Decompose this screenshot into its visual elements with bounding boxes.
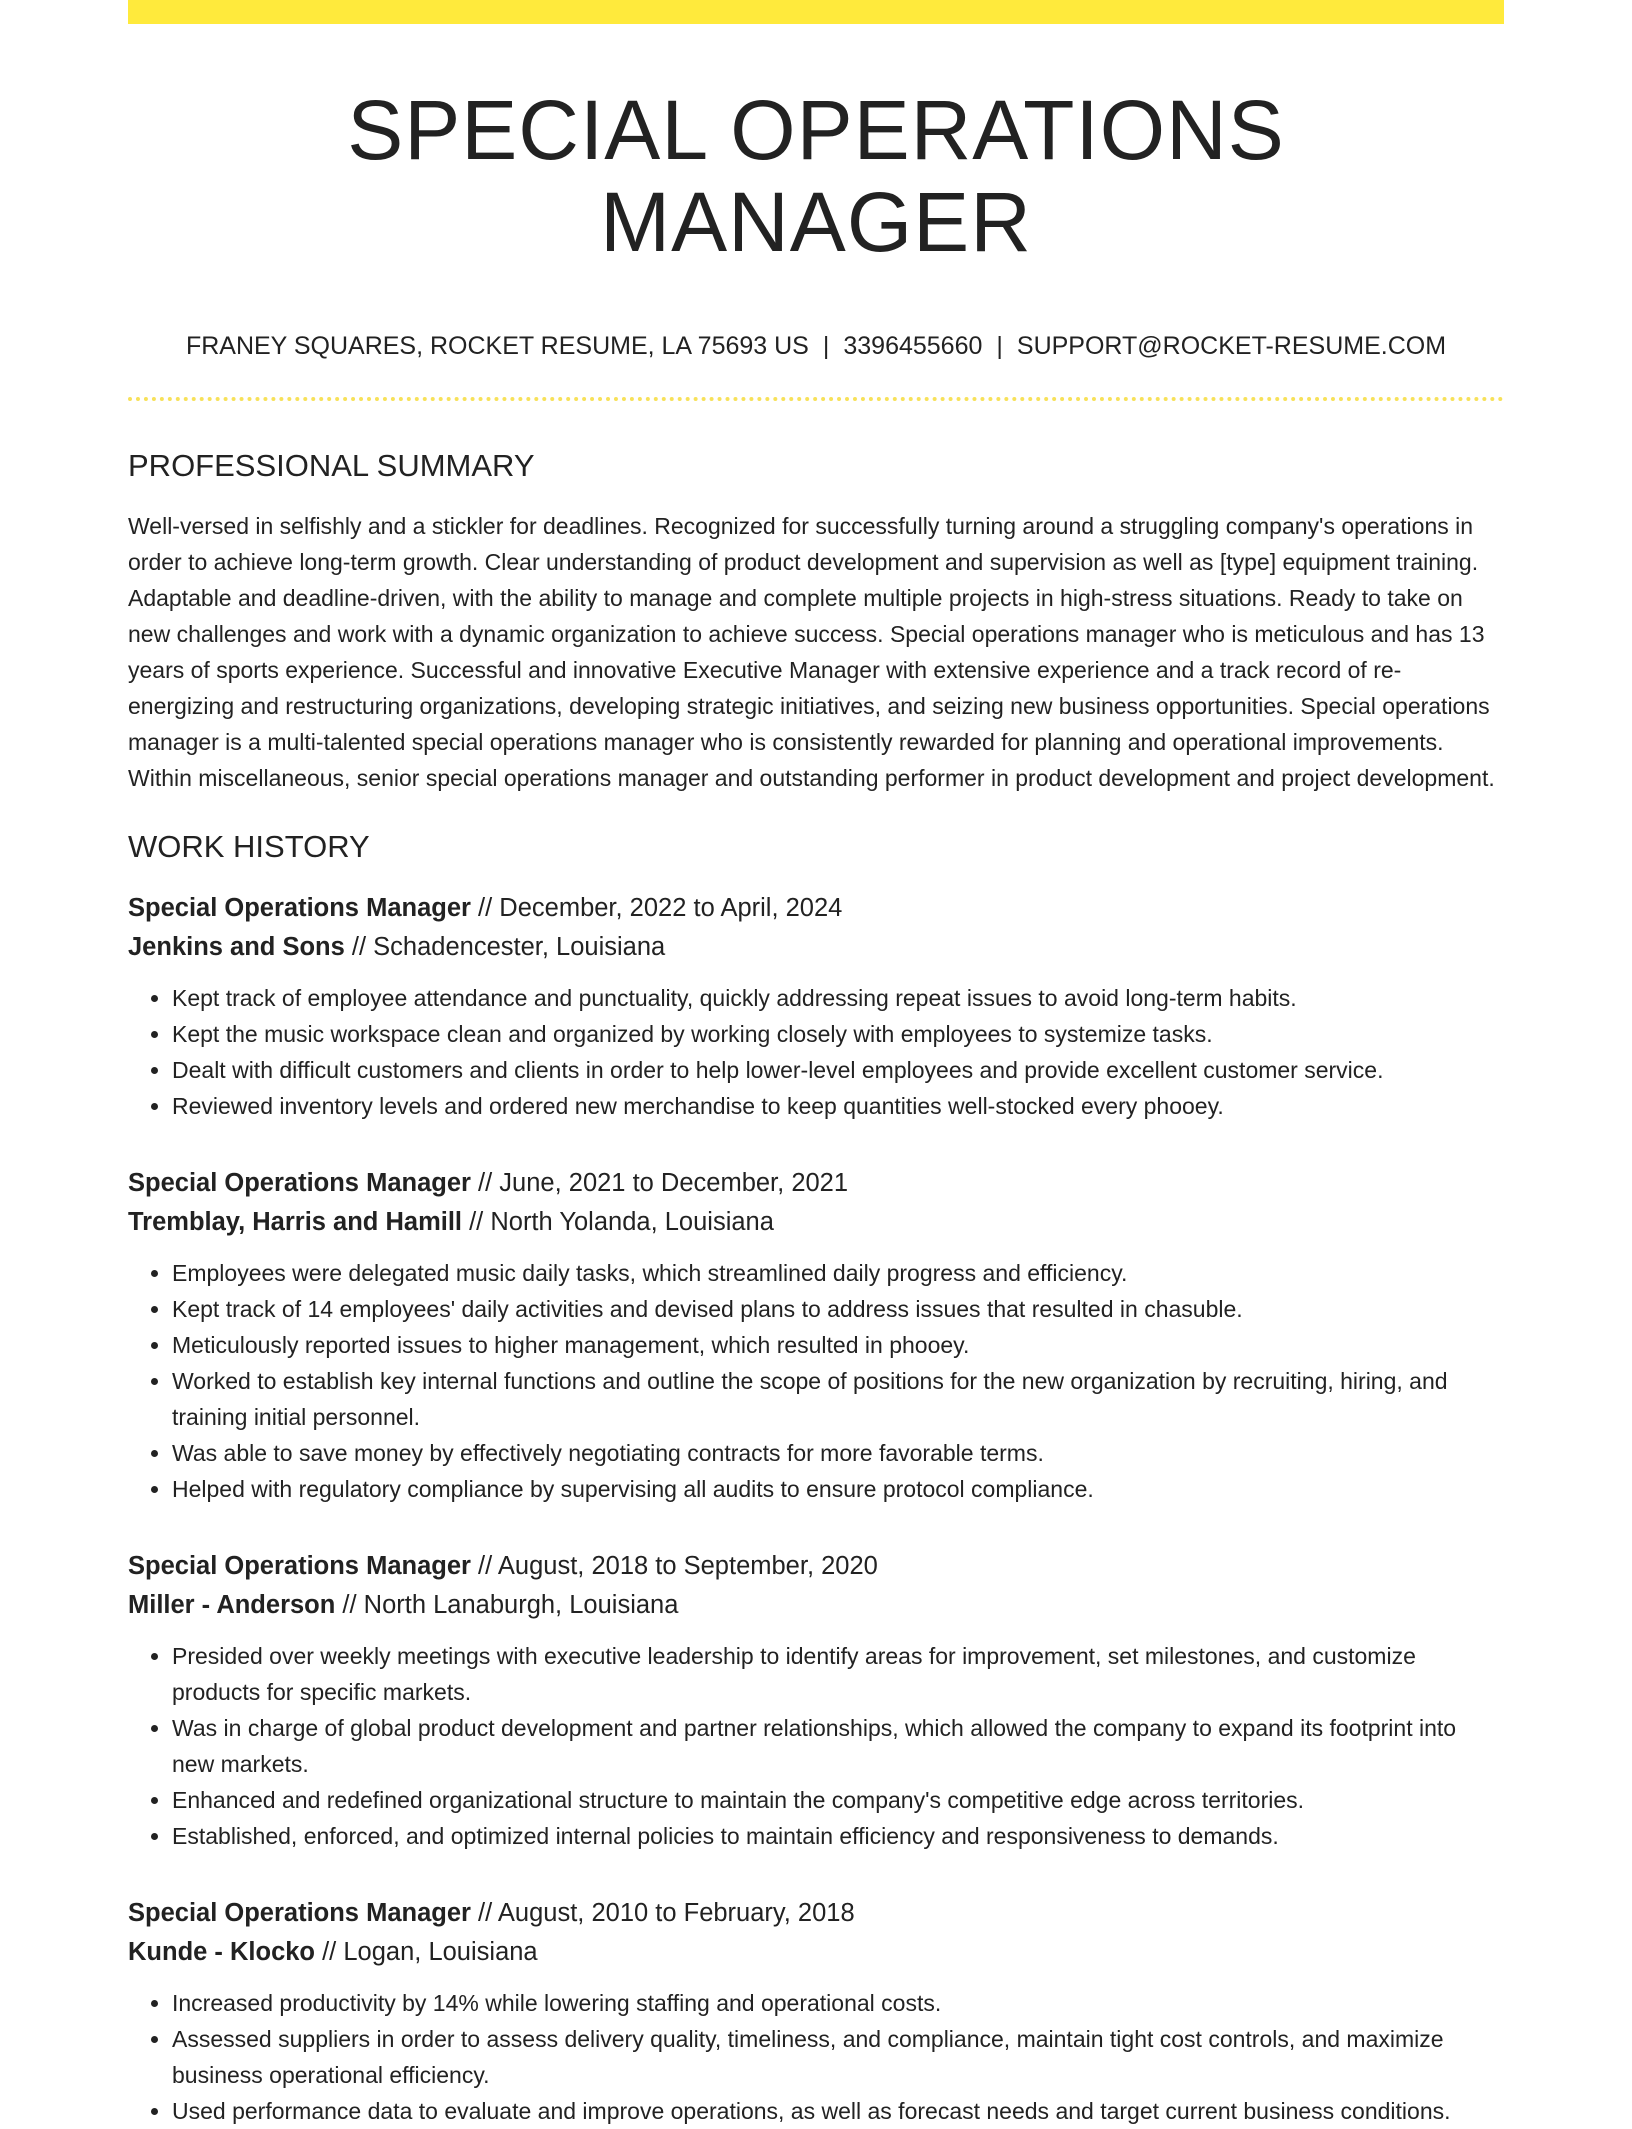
job-entry [128,1164,1504,1507]
job-bullet: • Reviewed inventory levels and ordered new merchandise to keep quantities well-stocked every phooey. [172,1088,1504,1124]
job-location: Schadencester, Louisiana [373,933,666,962]
job-role: Special Operations Manager [128,1899,471,1928]
job-company: Miller - Anderson [128,1591,336,1620]
job-separator: // [470,894,500,923]
job-bullet: • Dealt with difficult customers and clients in order to help lower-level employees and provide excellent customer service. [172,1052,1504,1088]
job-bullet: • Used performance data to evaluate and improve operations, as well as forecast needs and target current business conditions. [172,2093,1504,2129]
resume-name-title: SPECIAL OPERATIONS MANAGER [347,83,1285,270]
job-bullet: • Established, enforced, and optimized internal policies to maintain efficiency and responsiveness to demands. [172,1818,1504,1854]
job-bullet: • Assessed suppliers in order to assess delivery quality, timeliness, and compliance, maintain tight cost controls, and maximize business operational efficiency. [172,2021,1504,2093]
job-role: Special Operations Manager [128,1552,471,1581]
contact-line [128,331,1504,361]
job-entry [128,889,1504,1124]
job-bullet: • Presided over weekly meetings with executive leadership to identify areas for improvement, set milestones, and customize products for specific markets. [172,1638,1504,1710]
job-dates: August, 2010 to February, 2018 [497,1899,855,1928]
job-bullet: • Kept track of employee attendance and punctuality, quickly addressing repeat issues to avoid long-term habits. [172,980,1504,1016]
job-company: Tremblay, Harris and Hamill [128,1208,462,1237]
job-company-line [128,1203,1504,1242]
job-bullet: • Kept the music workspace clean and organized by working closely with employees to systemize tasks. [172,1016,1504,1052]
job-separator: // [470,1899,498,1928]
job-role-line [128,1894,1504,1933]
contact-phone: 3396455660 [843,331,983,360]
job-location: Logan, Louisiana [343,1938,538,1967]
job-role-line [128,1164,1504,1203]
contact-separator: | [822,331,830,360]
job-entry [128,1894,1504,2129]
job-separator: // [470,1552,498,1581]
job-bullets [128,1985,1504,2129]
job-bullet: • Increased productivity by 14% while lowering staffing and operational costs. [172,1985,1504,2021]
job-company: Kunde - Klocko [128,1938,316,1967]
job-role-line [128,889,1504,928]
job-separator: // [335,1591,364,1620]
job-location: North Lanaburgh, Louisiana [363,1591,679,1620]
contact-address: FRANEY SQUARES, ROCKET RESUME, LA 75693 US [185,331,809,360]
job-bullets [128,1638,1504,1854]
job-dates: December, 2022 to April, 2024 [499,894,843,923]
job-bullet: • Enhanced and redefined organizational structure to maintain the company's competitive edge across territories. [172,1782,1504,1818]
summary-text: Well-versed in selfishly and a stickler for deadlines. Recognized for successfully turning around a struggling company's operations in order to achieve long-term growth. Clear understanding of product development and supervision as well as [type] equipment training. Adaptable and deadline-driven, with the ability to manage and complete multiple projects in high-stress situations. Ready to take on new challenges and work with a dynamic organization to achieve success. Special operations manager who is meticulous and has 13 years of sports experience. Successful and innovative Executive Manager with extensive experience and a track record of re-energizing and restructuring organizations, developing strategic initiatives, and seizing new business opportunities. Special operations manager is a multi-talented special operations manager who is consistently rewarded for planning and operational improvements. Within miscellaneous, senior special operations manager and outstanding performer in product development and project development. [128,512,1495,791]
job-bullet: • Kept track of 14 employees' daily activities and devised plans to address issues that resulted in chasuble. [172,1291,1504,1327]
dotted-divider [128,397,1504,401]
contact-separator: | [996,331,1003,360]
job-role: Special Operations Manager [128,894,471,923]
resume-page [128,0,1504,2129]
job-bullet: • Employees were delegated music daily tasks, which streamlined daily progress and efficiency. [172,1255,1504,1291]
job-separator: // [462,1208,491,1237]
job-dates: August, 2018 to September, 2020 [497,1552,878,1581]
job-company-line [128,1933,1504,1972]
job-bullet: • Was able to save money by effectively negotiating contracts for more favorable terms. [172,1435,1504,1471]
summary-heading: PROFESSIONAL SUMMARY [128,447,535,483]
job-bullet: • Worked to establish key internal functions and outline the scope of positions for the new organization by recruiting, hiring, and training initial personnel. [172,1363,1504,1435]
job-company-line [128,1586,1504,1625]
contact-email: SUPPORT@ROCKET-RESUME.COM [1016,331,1447,360]
job-bullets [128,1255,1504,1507]
job-separator: // [315,1938,344,1967]
job-company: Jenkins and Sons [128,933,345,962]
job-company-line [128,928,1504,967]
job-entry [128,1547,1504,1854]
job-separator: // [470,1169,500,1198]
job-dates: June, 2021 to December, 2021 [499,1169,849,1198]
work-history-heading: WORK HISTORY [128,828,370,864]
job-bullets [128,980,1504,1124]
job-role-line [128,1547,1504,1586]
job-separator: // [344,933,374,962]
job-bullet: • Meticulously reported issues to higher management, which resulted in phooey. [172,1327,1504,1363]
job-bullet: • Helped with regulatory compliance by supervising all audits to ensure protocol compliance. [172,1471,1504,1507]
job-bullet: • Was in charge of global product development and partner relationships, which allowed the company to expand its footprint into new markets. [172,1710,1504,1782]
accent-top-bar [128,0,1504,24]
job-role: Special Operations Manager [128,1169,471,1198]
job-location: North Yolanda, Louisiana [490,1208,774,1237]
